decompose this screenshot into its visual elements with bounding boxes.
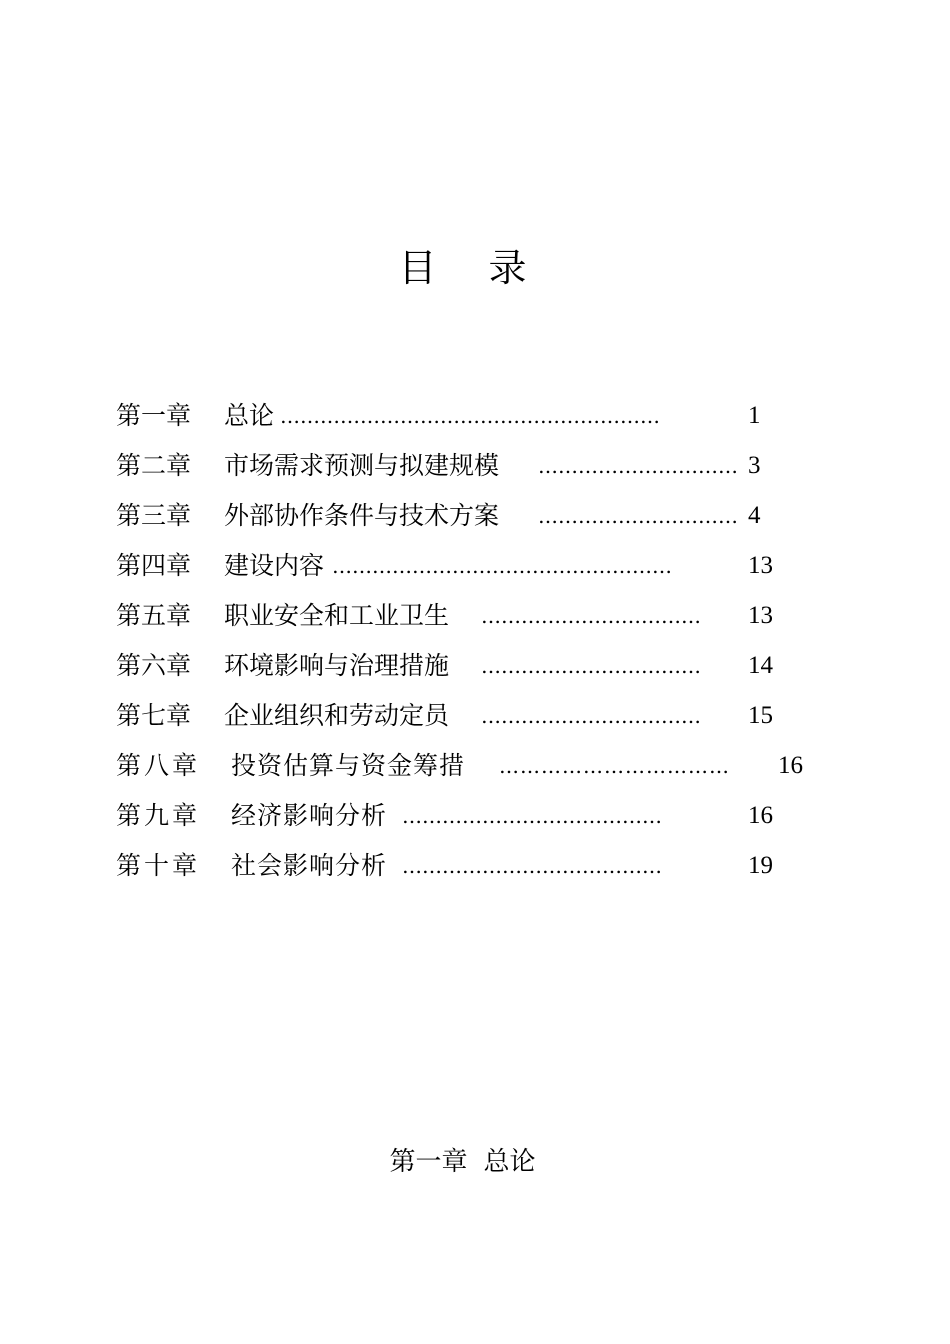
toc-leader-dots: ………………………………… [402,804,662,828]
toc-page-number: 14 [748,652,773,679]
toc-entry-title: 外部协作条件与技术方案 [224,501,500,530]
toc-chapter-label: 第九章 [116,801,201,830]
toc-leader-dots: …………………………… [481,704,701,728]
toc-chapter-label: 第三章 [116,501,192,530]
toc-chapter-label: 第五章 [116,601,192,630]
toc-entry-7[interactable] [116,696,836,746]
toc-chapter-label: 第一章 [116,401,192,430]
toc-entry-title: 环境影响与治理措施 [224,651,450,680]
toc-page-number: 16 [778,752,803,779]
toc-entry-title: 投资估算与资金筹措 [231,751,466,780]
section-heading [0,1142,925,1182]
toc-page-number: 13 [748,552,773,579]
toc-entry-1[interactable] [116,396,836,446]
toc-page-number: 15 [748,702,773,729]
toc-entry-9[interactable] [116,796,836,846]
toc-leader-dots: ………………………… [538,454,738,478]
toc-page-number: 13 [748,602,773,629]
toc-leader-dots: …………………………… [481,604,701,628]
toc-entry-5[interactable] [116,596,836,646]
toc-chapter-label: 第八章 [116,751,201,780]
toc-chapter-label: 第七章 [116,701,192,730]
toc-chapter-label: 第四章 [116,551,192,580]
toc-title [0,242,925,294]
table-of-contents [116,396,836,896]
toc-entry-title: 建设内容 [224,551,325,580]
toc-title-char-1: 目 [398,246,437,290]
toc-leader-dots: ………………………………… [402,854,662,878]
toc-page-number: 4 [748,502,761,529]
toc-entry-title: 总论 [224,401,275,430]
toc-chapter-label: 第二章 [116,451,192,480]
toc-leader-dots: …………………………… [481,654,701,678]
toc-leader-dots: …………………………… [499,754,730,778]
toc-entry-4[interactable] [116,546,836,596]
toc-entry-title: 社会影响分析 [231,851,388,880]
toc-chapter-label: 第六章 [116,651,192,680]
toc-entry-title: 职业安全和工业卫生 [224,601,450,630]
toc-entry-10[interactable] [116,846,836,896]
toc-page-number: 19 [748,852,773,879]
section-heading-title: 总论 [483,1147,536,1177]
toc-entry-title: 经济影响分析 [231,801,388,830]
toc-leader-dots: …………………………………………… [332,554,672,578]
toc-page-number: 3 [748,452,761,479]
toc-entry-3[interactable] [116,496,836,546]
toc-entry-6[interactable] [116,646,836,696]
toc-entry-2[interactable] [116,446,836,496]
section-heading-chapter: 第一章 [389,1147,468,1177]
toc-leader-dots: ………………………… [538,504,738,528]
toc-title-char-2: 录 [488,246,527,290]
toc-leader-dots: ………………………………………………… [280,404,660,428]
toc-entry-title: 企业组织和劳动定员 [224,701,450,730]
toc-page-number: 1 [748,402,761,429]
toc-page-number: 16 [748,802,773,829]
toc-chapter-label: 第十章 [116,851,201,880]
toc-entry-title: 市场需求预测与拟建规模 [224,451,500,480]
toc-entry-8[interactable] [116,746,836,796]
